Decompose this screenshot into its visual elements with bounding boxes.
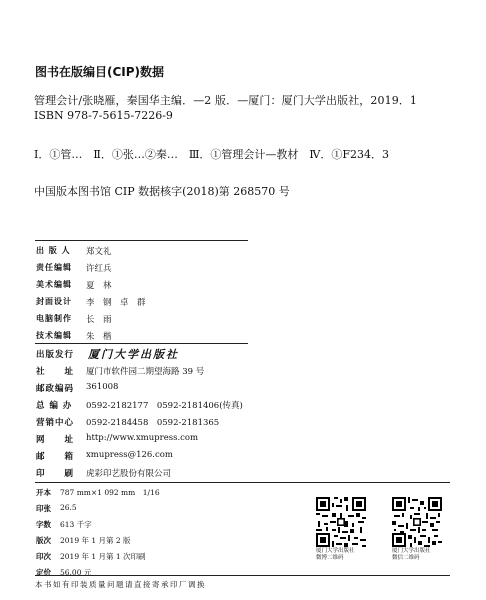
cip-heading: 图书在版编目(CIP)数据 <box>35 65 165 79</box>
qr-caption-line: 厦门大学出版社 <box>392 548 431 554</box>
qr-caption-line: 微博二维码 <box>316 555 344 561</box>
staff-value: 朱 楷 <box>86 332 112 342</box>
spec-value: 613 千字 <box>60 520 92 529</box>
cip-subject-line: Ⅰ．①管… Ⅱ．①张…②秦… Ⅲ．①管理会计—教材 Ⅳ．①F234．3 <box>34 148 390 161</box>
publisher-label: 营销中心 <box>36 418 75 428</box>
wechat-qr-caption <box>392 548 431 562</box>
spec-value: 2019 年 1 月第 2 版 <box>60 536 131 545</box>
staff-label: 技术编辑 <box>36 331 72 340</box>
website: http://www.xmupress.com <box>86 433 199 443</box>
qr-caption-line: 微信二维码 <box>392 555 420 561</box>
email: xmupress@126.com <box>86 450 173 460</box>
spec-label: 印张 <box>36 504 51 513</box>
publisher-label: 邮 箱 <box>36 452 75 462</box>
divider-publisher-top <box>35 343 248 344</box>
spec-label: 印次 <box>36 552 51 561</box>
cip-number-line: 中国版本图书馆 CIP 数据核字(2018)第 268570 号 <box>34 185 290 198</box>
qr-caption-line: 厦门大学出版社 <box>316 548 355 554</box>
spec-value: 56.00 元 <box>60 568 92 577</box>
staff-label: 美术编辑 <box>36 280 72 289</box>
publisher-address: 厦门市软件园二期望海路 39 号 <box>86 367 205 377</box>
divider-specs-top <box>35 482 450 483</box>
staff-value: 许红兵 <box>86 264 112 274</box>
spec-label: 开本 <box>36 488 51 497</box>
spec-value: 26.5 <box>60 503 77 512</box>
staff-label: 责任编辑 <box>36 263 72 272</box>
staff-label: 出 版 人 <box>36 246 71 255</box>
staff-value: 长 雨 <box>86 315 112 325</box>
publisher-label: 邮政编码 <box>36 384 75 394</box>
publisher-label: 社 址 <box>36 367 75 377</box>
spec-label: 字数 <box>36 520 51 529</box>
staff-value: 夏 林 <box>86 281 112 291</box>
staff-label: 封面设计 <box>36 297 72 306</box>
publisher-label: 出版发行 <box>36 350 75 360</box>
wechat-qr-code <box>392 497 442 547</box>
postal-code: 361008 <box>86 382 119 392</box>
spec-value: 2019 年 1 月第 1 次印刷 <box>60 552 146 561</box>
divider-footnote <box>35 575 450 576</box>
spec-value: 787 mm×1 092 mm 1/16 <box>60 488 160 497</box>
publisher-logo: 厦门大学出版社 <box>88 348 179 361</box>
printer: 虎彩印艺股份有限公司 <box>86 469 172 479</box>
cip-catalog-line: 管理会计/张晓雁，秦国华主编．—2 版．—厦门：厦门大学出版社，2019．1 <box>34 94 417 107</box>
publisher-label: 总 编 办 <box>36 401 73 411</box>
staff-value: 郑文礼 <box>86 247 112 257</box>
spec-label: 版次 <box>36 536 51 545</box>
publisher-label: 印 刷 <box>36 469 75 479</box>
publisher-label: 网 址 <box>36 435 75 445</box>
weibo-qr-caption <box>316 548 355 562</box>
editorial-phone: 0592-2182177 0592-2181406(传真) <box>86 401 243 411</box>
staff-label: 电脑制作 <box>36 314 72 323</box>
weibo-qr-code <box>316 497 366 547</box>
staff-value: 李 钢 卓 群 <box>86 298 146 308</box>
spec-label: 定价 <box>36 568 51 577</box>
marketing-phone: 0592-2184458 0592-2181365 <box>86 418 220 428</box>
cip-isbn: ISBN 978-7-5615-7226-9 <box>34 109 173 122</box>
footnote: 本书如有印装质量问题请直接寄承印厂调换 <box>35 580 206 589</box>
divider-staff-top <box>35 240 248 241</box>
